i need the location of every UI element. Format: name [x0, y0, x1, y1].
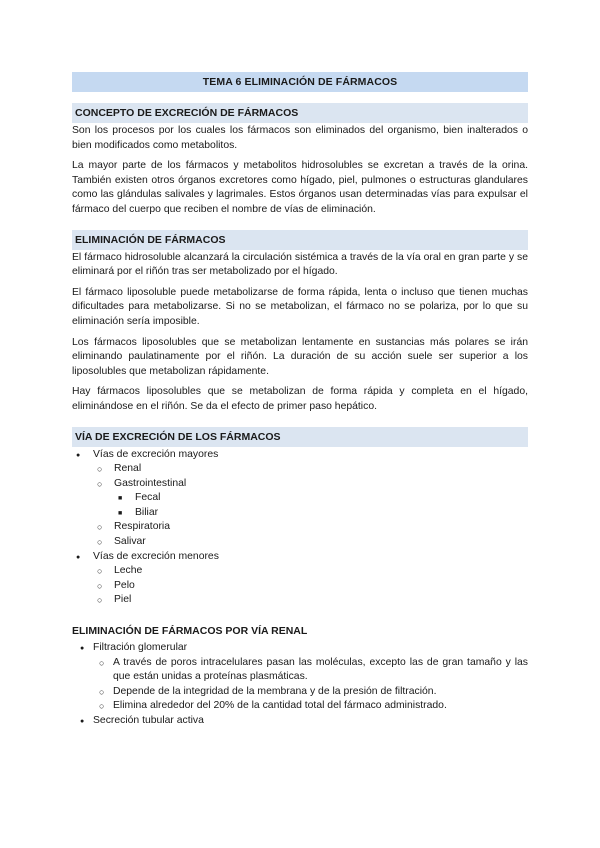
bullet-circle-icon	[99, 685, 104, 701]
excretion-routes-list	[72, 448, 528, 609]
list-item	[93, 564, 528, 579]
list-item-label: Elimina alrededor del 20% de la cantidad total del fármaco administrado.	[113, 700, 447, 712]
list-item	[114, 491, 528, 506]
list-item-label: Filtración glomerular	[93, 642, 188, 654]
bullet-disc-icon	[80, 641, 84, 657]
list-item-label: Piel	[114, 594, 132, 606]
list-item-label: Pelo	[114, 579, 135, 591]
list-item-label: Respiratoria	[114, 521, 171, 533]
bullet-circle-icon	[97, 593, 102, 609]
list-item-label: Fecal	[135, 492, 161, 504]
bullet-square-icon	[118, 506, 122, 522]
bullet-circle-icon	[97, 477, 102, 493]
document-page	[72, 72, 528, 729]
section-heading-via: VÍA DE EXCRECIÓN DE LOS FÁRMACOS	[72, 427, 528, 447]
list-item-label: Renal	[114, 463, 142, 475]
list-item	[72, 550, 528, 608]
bullet-disc-icon	[76, 550, 80, 566]
bullet-disc-icon	[76, 448, 80, 464]
paragraph: La mayor parte de los fármacos y metabolitos hidrosolubles se excretan a través de la orina. También existen otros órganos excretores como hígado, piel, pulmones o estructuras glandulares como las glándulas salivales y lagrimales. Estos órganos usan determinadas vías para expulsar el fármaco del cuerpo que reciben el nombre de vías de eliminación.	[72, 160, 528, 215]
bullet-circle-icon	[97, 564, 102, 580]
list-item	[93, 462, 528, 477]
list-item	[93, 685, 528, 700]
list-item	[93, 656, 528, 685]
bullet-square-icon	[118, 491, 122, 507]
renal-list	[72, 641, 528, 729]
list-item-label: Biliar	[135, 506, 159, 518]
list-item	[72, 714, 528, 729]
list-item-label: Salivar	[114, 536, 146, 548]
bullet-circle-icon	[97, 579, 102, 595]
bullet-circle-icon	[97, 462, 102, 478]
list-item-label: Vías de excreción menores	[93, 550, 219, 562]
list-item-label: Gastrointestinal	[114, 477, 187, 489]
list-item	[93, 535, 528, 550]
list-item	[114, 506, 528, 521]
paragraph: Los fármacos liposolubles que se metabolizan lentamente en sustancias más polares se irán eliminando paulatinamente por el riñón. La duración de su acción suele ser superior a los liposolubles que metabolizan rápidamente.	[72, 336, 528, 377]
section-heading-concepto: CONCEPTO DE EXCRECIÓN DE FÁRMACOS	[72, 103, 528, 123]
paragraph: Hay fármacos liposolubles que se metabolizan de forma rápida y completa en el hígado, eliminándose en el riñón. Se da el efecto de primer paso hepático.	[72, 386, 528, 412]
list-item	[93, 477, 528, 521]
list-item	[72, 448, 528, 550]
bullet-circle-icon	[99, 699, 104, 715]
section-heading-renal: ELIMINACIÓN DE FÁRMACOS POR VÍA RENAL	[72, 625, 308, 638]
paragraph: Son los procesos por los cuales los fármacos son eliminados del organismo, bien inalterados o bien modificados como metabolitos.	[72, 125, 528, 151]
bullet-circle-icon	[99, 656, 104, 672]
list-item-label: Depende de la integridad de la membrana y de la presión de filtración.	[113, 685, 437, 697]
list-item	[93, 520, 528, 535]
list-item	[93, 579, 528, 594]
bullet-disc-icon	[80, 714, 84, 730]
bullet-circle-icon	[97, 535, 102, 551]
paragraph: El fármaco hidrosoluble alcanzará la circulación sistémica a través de la vía oral en gran parte y se eliminará por el riñón tras ser metabolizado por el hígado.	[72, 251, 528, 278]
paragraph: El fármaco liposoluble puede metabolizarse de forma rápida, lenta o incluso que tienen muchas dificultades para metabolizarse. Si no se metabolizan, el fármaco no se polariza, por lo que su eliminación sería imposible.	[72, 286, 528, 327]
list-item	[72, 641, 528, 714]
list-item-label: Vías de excreción mayores	[93, 448, 219, 460]
list-item-label: A través de poros intracelulares pasan las moléculas, excepto las de gran tamaño y las que están unidas a proteínas plasmáticas.	[113, 656, 528, 683]
section-heading-eliminacion: ELIMINACIÓN DE FÁRMACOS	[72, 230, 528, 250]
document-title: TEMA 6 ELIMINACIÓN DE FÁRMACOS	[72, 72, 528, 92]
list-item	[93, 593, 528, 608]
list-item	[93, 699, 528, 714]
bullet-circle-icon	[97, 520, 102, 536]
list-item-label: Leche	[114, 565, 143, 577]
list-item-label: Secreción tubular activa	[93, 715, 204, 726]
